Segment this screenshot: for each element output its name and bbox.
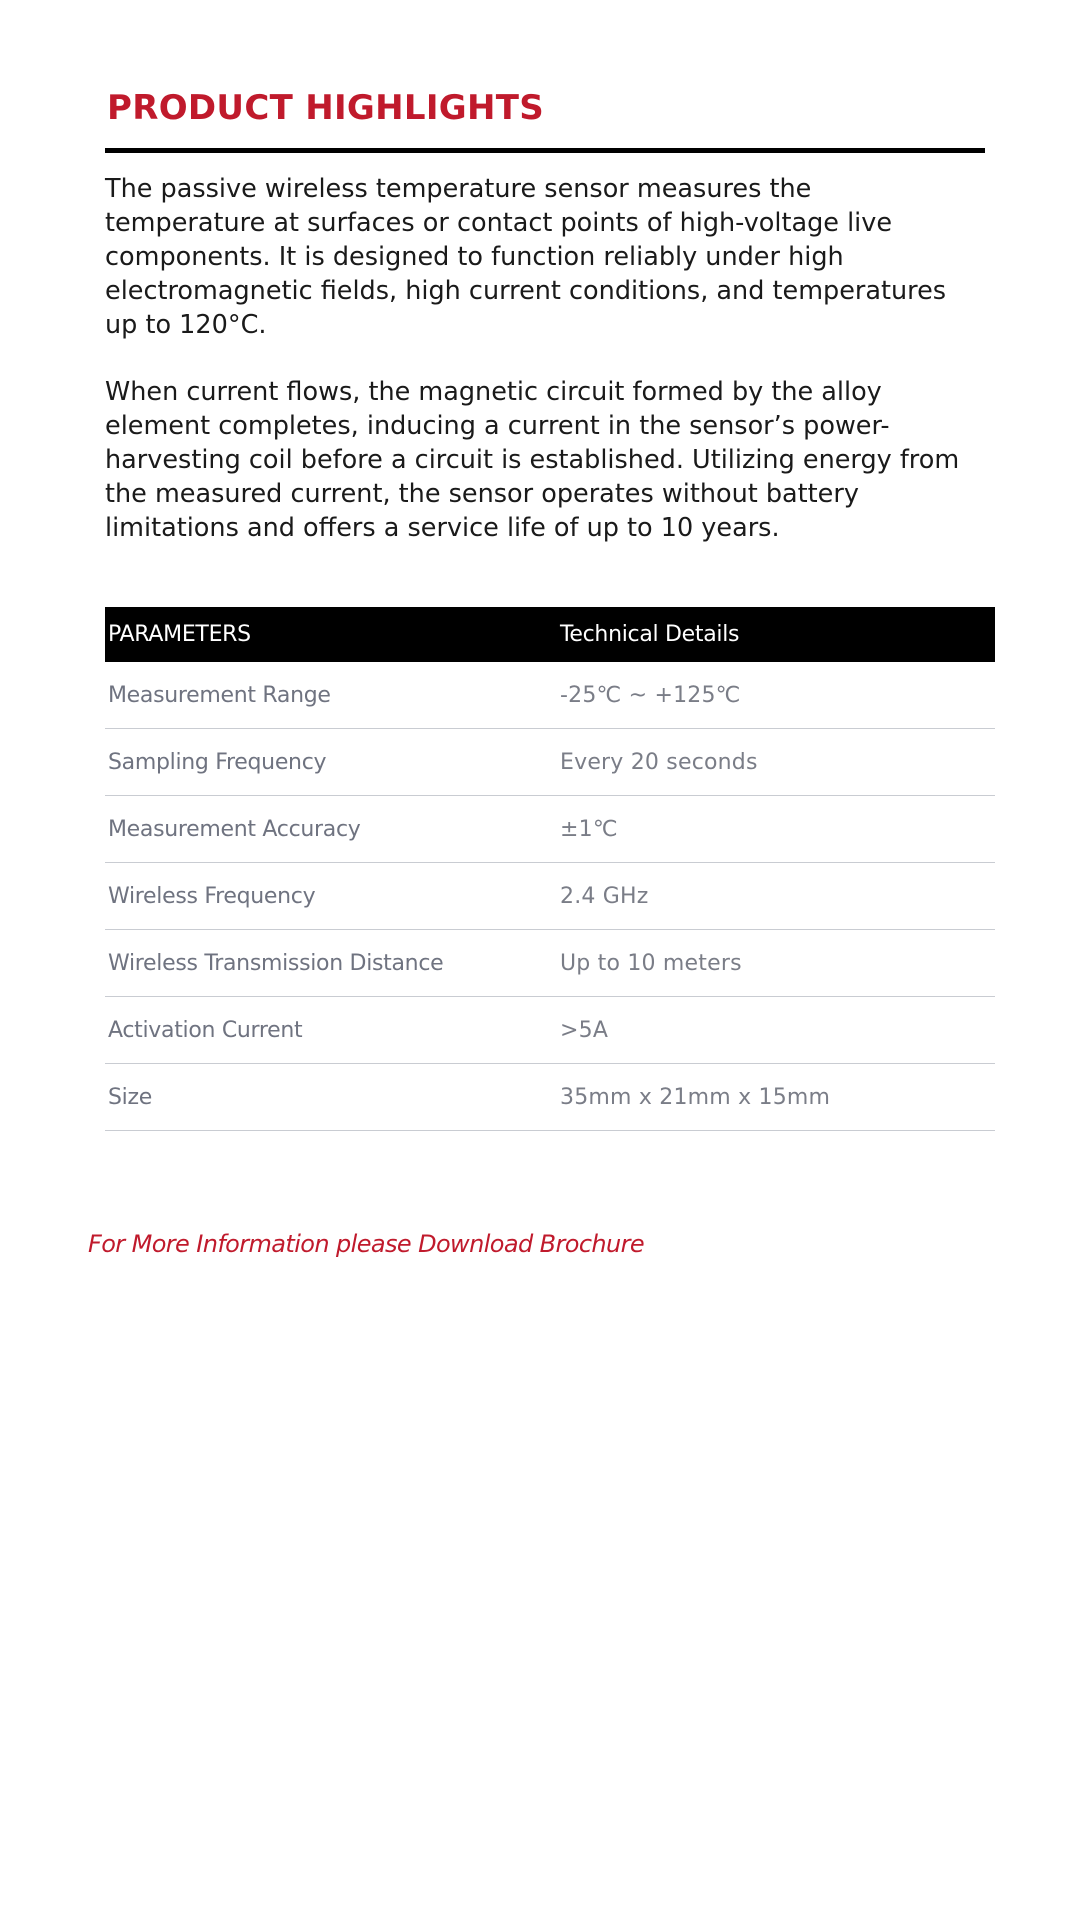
param-wireless-frequency: Wireless Frequency: [105, 863, 557, 930]
intro-paragraph-2: When current flows, the magnetic circuit formed by the alloy element completes, inducing a current in the sensor’s power- harvesting coil before a circuit is established. Utilizing energy from the measured current, the sensor operates without battery limitations and offers a service life of up to 10 years.: [105, 377, 960, 543]
table-row: [105, 729, 995, 796]
table-header-row: [105, 607, 995, 662]
header-technical-details: Technical Details: [557, 607, 995, 662]
specifications-table: [105, 607, 995, 1131]
table-row: [105, 662, 995, 729]
param-activation-current: Activation Current: [105, 997, 557, 1064]
page-title: PRODUCT HIGHLIGHTS: [107, 88, 545, 128]
param-measurement-accuracy: Measurement Accuracy: [105, 796, 557, 863]
detail-size: 35mm x 21mm x 15mm: [557, 1064, 995, 1131]
param-size: Size: [105, 1064, 557, 1131]
header-parameters: PARAMETERS: [105, 607, 557, 662]
detail-wireless-frequency: 2.4 GHz: [557, 863, 995, 930]
detail-measurement-accuracy: ±1℃: [557, 796, 995, 863]
param-sampling-frequency: Sampling Frequency: [105, 729, 557, 796]
detail-sampling-frequency: Every 20 seconds: [557, 729, 995, 796]
table-row: [105, 796, 995, 863]
detail-measurement-range: -25℃ ~ +125℃: [557, 662, 995, 729]
param-measurement-range: Measurement Range: [105, 662, 557, 729]
intro-paragraph-1: The passive wireless temperature sensor measures the temperature at surfaces or contact points of high-voltage live components. It is designed to function reliably under high electromagnetic fields, high current conditions, and temperatures up to 120°C.: [105, 174, 947, 340]
table-row: [105, 1064, 995, 1131]
detail-activation-current: >5A: [557, 997, 995, 1064]
title-divider: [105, 148, 985, 153]
param-wireless-transmission-distance: Wireless Transmission Distance: [105, 930, 557, 997]
detail-wireless-transmission-distance: Up to 10 meters: [557, 930, 995, 997]
download-brochure-link[interactable]: For More Information please Download Brochure: [88, 1230, 645, 1258]
table-row: [105, 997, 995, 1064]
table-row: [105, 863, 995, 930]
table-row: [105, 930, 995, 997]
